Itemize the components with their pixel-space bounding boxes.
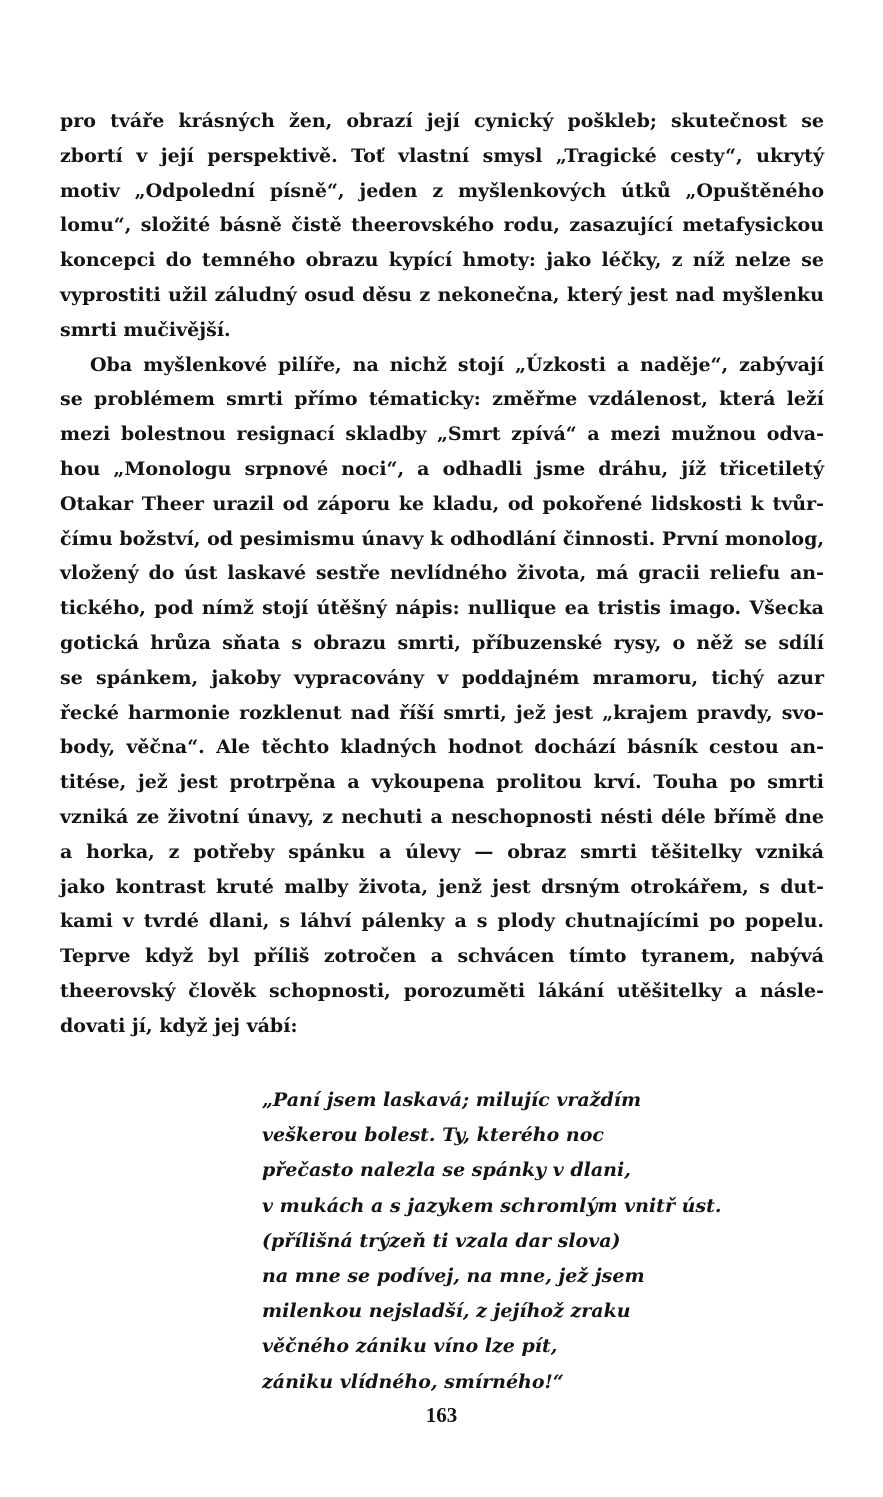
verse-line: věčného zániku víno lze pít, [262, 1335, 558, 1358]
verse-quotation [262, 1083, 742, 1400]
text-line: theerovský člověk schopnosti, porozuměti lákání utěšitelky a násle- [60, 979, 824, 1002]
page-number: 163 [425, 1403, 458, 1427]
paragraph-1 [60, 104, 824, 348]
text-line: vzniká ze životní únavy, z nechuti a neschopnosti nésti déle břímě dne [60, 805, 824, 828]
text-line: se problémem smrti přímo tématicky: změřme vzdálenost, která leží [60, 388, 824, 411]
text-line: jako kontrast kruté malby života, jenž jest drsným otrokářem, s dut- [60, 875, 824, 898]
text-line: smrti mučivější. [60, 318, 231, 341]
text-line: vložený do úst laskavé sestře nevlídného života, má gracii reliefu an- [60, 562, 824, 585]
text-line: gotická hrůza sňata s obrazu smrti, příbuzenské rysy, o něž se sdílí [60, 631, 824, 654]
text-line: lomu“, složité básně čistě theerovského rodu, zasazující metafysickou [60, 214, 824, 237]
text-line: Otakar Theer urazil od záporu ke kladu, od pokořené lidskosti k tvůr- [60, 492, 824, 515]
text-line: řecké harmonie rozklenut nad říší smrti, jež jest „krajem pravdy, svo- [60, 701, 824, 724]
text-line: Teprve když byl příliš zotročen a schvácen tímto tyranem, nabývá [60, 945, 824, 968]
text-line: hou „Monologu srpnové noci“, a odhadli jsme dráhu, jíž třicetiletý [60, 457, 824, 480]
text-line: dovati jí, když jej vábí: [60, 1014, 298, 1037]
verse-line: v mukách a s jazykem schromlým vnitř úst. [262, 1194, 722, 1217]
verse-line: zániku vlídného, smírného!“ [262, 1370, 564, 1393]
text-line: motiv „Odpolední písně“, jeden z myšlenkových útků „Opuštěného [60, 179, 824, 202]
text-line: Oba myšlenkové pilíře, na nichž stojí „Úzkosti a naděje“, zabývají [90, 353, 824, 376]
text-line: mezi bolestnou resignací skladby „Smrt zpívá“ a mezi mužnou odva- [60, 423, 824, 446]
verse-line: veškerou bolest. Ty, kterého noc [262, 1124, 604, 1147]
text-line: a horka, z potřeby spánku a úlevy — obraz smrti těšitelky vzniká [60, 840, 824, 863]
paragraph-2 [60, 348, 824, 1044]
verse-line: „Paní jsem laskavá; milujíc vraždím [262, 1089, 642, 1111]
text-line: čímu božství, od pesimismu únavy k odhodlání činnosti. První monolog, [60, 527, 824, 550]
verse-line: na mne se podívej, na mne, jež jsem [262, 1265, 645, 1288]
verse-line: (přílišná trýzeň ti vzala dar slova) [262, 1229, 621, 1252]
text-line: tického, pod nímž stojí útěšný nápis: nullique ea tristis imago. Všecka [60, 597, 824, 620]
text-line: kami v tvrdé dlani, s láhví pálenky a s plody chutnajícími po popelu. [60, 910, 824, 933]
text-line: vyprostiti užil záludný osud děsu z nekonečna, který jest nad myšlenku [60, 283, 824, 306]
verse-line: přečasto nalezla se spánky v dlani, [262, 1159, 631, 1182]
text-line: se spánkem, jakoby vypracovány v poddajném mramoru, tichý azur [60, 666, 824, 689]
text-line: titése, jež jest protrpěna a vykoupena prolitou krví. Touha po smrti [60, 771, 824, 794]
verse-line: milenkou nejsladší, z jejíhož zraku [262, 1300, 631, 1323]
text-line: zbortí v její perspektivě. Toť vlastní smysl „Tragické cesty“, ukrytý [60, 144, 824, 167]
text-line: pro tváře krásných žen, obrazí její cynický poškleb; skutečnost se [60, 110, 824, 132]
text-line: body, věčna“. Ale těchto kladných hodnot dochází básník cestou an- [60, 736, 824, 759]
text-line: koncepci do temného obrazu kypící hmoty: jako léčky, z níž nelze se [60, 249, 824, 272]
body-text [60, 104, 824, 1044]
